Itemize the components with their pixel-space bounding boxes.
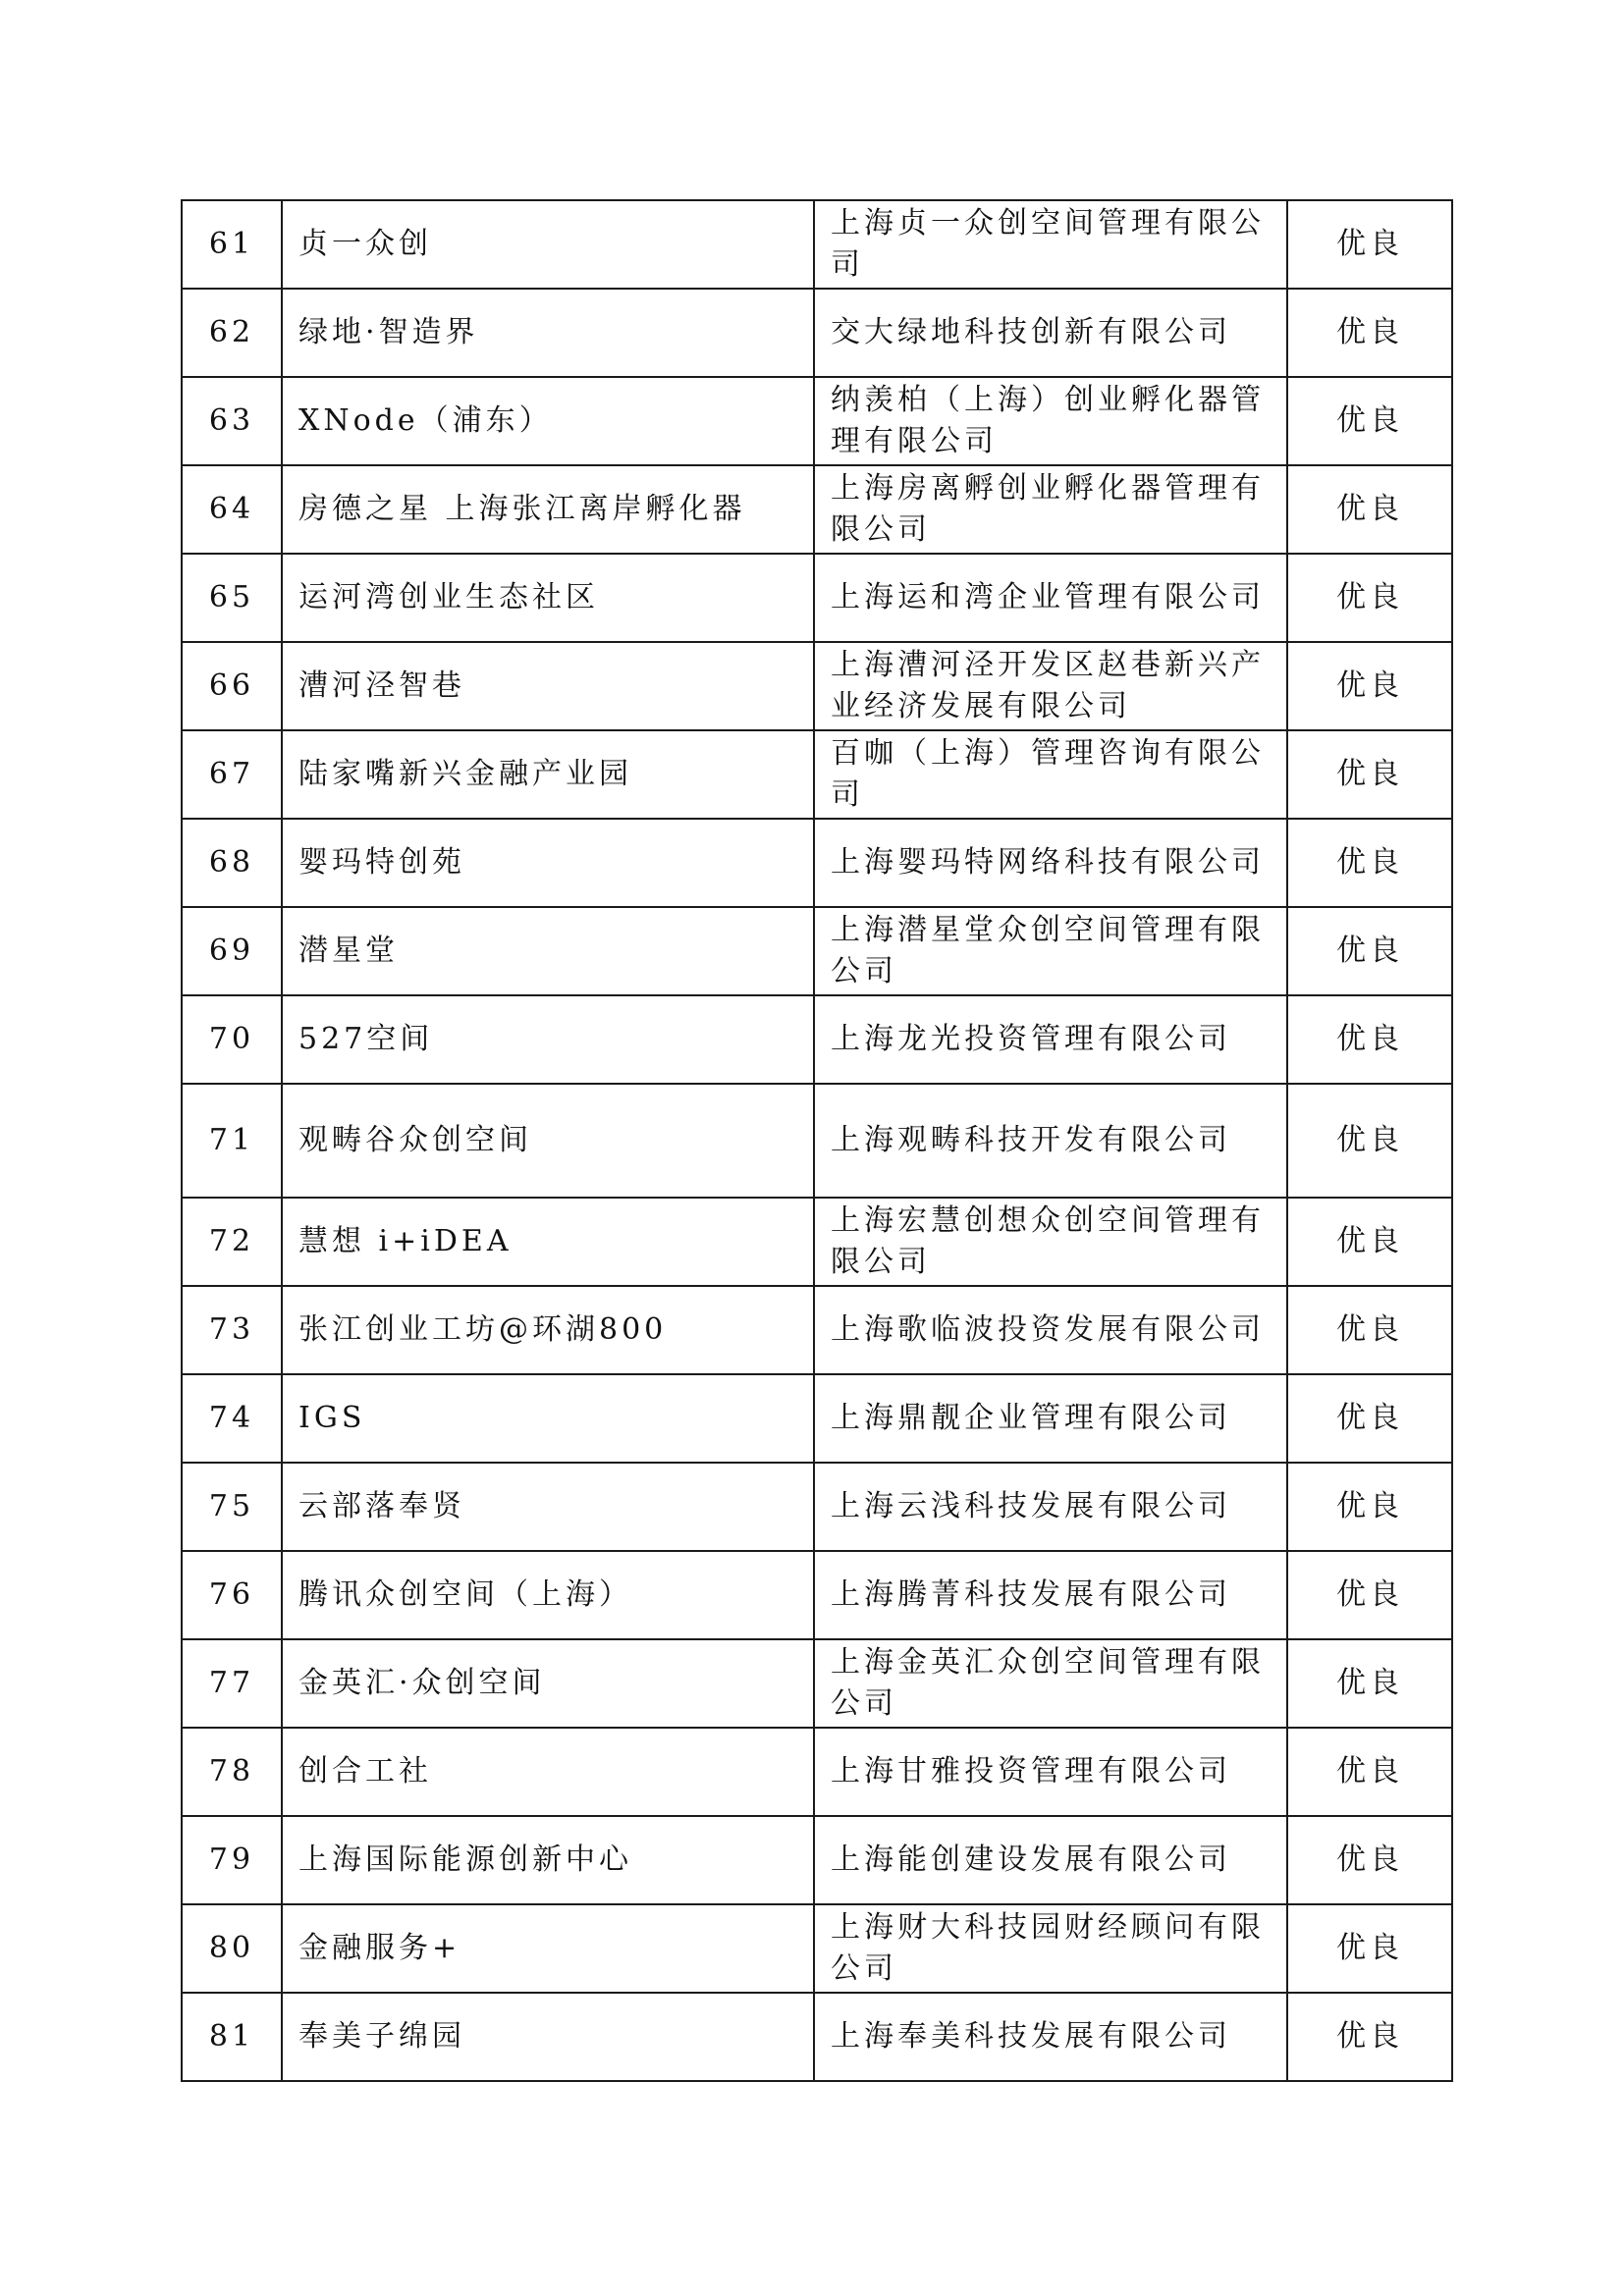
table-row xyxy=(182,1198,1452,1286)
rating: 优良 xyxy=(1287,1816,1452,1904)
table-row xyxy=(182,554,1452,642)
rating: 优良 xyxy=(1287,1904,1452,1993)
table-row xyxy=(182,730,1452,819)
space-name: 潜星堂 xyxy=(282,907,814,995)
table-row xyxy=(182,907,1452,995)
space-name: 云部落奉贤 xyxy=(282,1463,814,1551)
row-number: 65 xyxy=(182,554,282,642)
table-row xyxy=(182,1084,1452,1198)
rating: 优良 xyxy=(1287,289,1452,377)
operating-company: 上海甘雅投资管理有限公司 xyxy=(814,1728,1287,1816)
space-name: 婴玛特创苑 xyxy=(282,819,814,907)
row-number: 61 xyxy=(182,200,282,289)
table-row xyxy=(182,995,1452,1084)
space-name: 房德之星 上海张江离岸孵化器 xyxy=(282,465,814,554)
row-number: 63 xyxy=(182,377,282,465)
space-name: 慧想 i+iDEA xyxy=(282,1198,814,1286)
operating-company: 上海房离孵创业孵化器管理有限公司 xyxy=(814,465,1287,554)
table-row xyxy=(182,1816,1452,1904)
row-number: 62 xyxy=(182,289,282,377)
rating: 优良 xyxy=(1287,1993,1452,2081)
table-row xyxy=(182,819,1452,907)
table-row xyxy=(182,1639,1452,1728)
space-name: XNode（浦东） xyxy=(282,377,814,465)
operating-company: 上海宏慧创想众创空间管理有限公司 xyxy=(814,1198,1287,1286)
operating-company: 上海财大科技园财经顾问有限公司 xyxy=(814,1904,1287,1993)
table-row xyxy=(182,377,1452,465)
rating: 优良 xyxy=(1287,1198,1452,1286)
operating-company: 百咖（上海）管理咨询有限公司 xyxy=(814,730,1287,819)
table-row xyxy=(182,1463,1452,1551)
row-number: 67 xyxy=(182,730,282,819)
row-number: 79 xyxy=(182,1816,282,1904)
row-number: 77 xyxy=(182,1639,282,1728)
table-row xyxy=(182,1286,1452,1374)
space-name: 金融服务+ xyxy=(282,1904,814,1993)
rating: 优良 xyxy=(1287,1084,1452,1198)
rating: 优良 xyxy=(1287,819,1452,907)
operating-company: 交大绿地科技创新有限公司 xyxy=(814,289,1287,377)
table-row xyxy=(182,1904,1452,1993)
table-body xyxy=(182,200,1452,2081)
operating-company: 上海贞一众创空间管理有限公司 xyxy=(814,200,1287,289)
operating-company: 上海潜星堂众创空间管理有限公司 xyxy=(814,907,1287,995)
operating-company: 上海腾菁科技发展有限公司 xyxy=(814,1551,1287,1639)
operating-company: 上海观畴科技开发有限公司 xyxy=(814,1084,1287,1198)
operating-company: 纳羡柏（上海）创业孵化器管理有限公司 xyxy=(814,377,1287,465)
space-name: 上海国际能源创新中心 xyxy=(282,1816,814,1904)
row-number: 81 xyxy=(182,1993,282,2081)
row-number: 74 xyxy=(182,1374,282,1463)
table-row xyxy=(182,1728,1452,1816)
row-number: 64 xyxy=(182,465,282,554)
rating: 优良 xyxy=(1287,1463,1452,1551)
space-name: 观畴谷众创空间 xyxy=(282,1084,814,1198)
space-name: 张江创业工坊@环湖800 xyxy=(282,1286,814,1374)
rating: 优良 xyxy=(1287,1551,1452,1639)
rating: 优良 xyxy=(1287,1639,1452,1728)
space-name: 奉美子绵园 xyxy=(282,1993,814,2081)
table-row xyxy=(182,1993,1452,2081)
space-name: 运河湾创业生态社区 xyxy=(282,554,814,642)
rating: 优良 xyxy=(1287,200,1452,289)
space-name: 漕河泾智巷 xyxy=(282,642,814,730)
operating-company: 上海鼎靓企业管理有限公司 xyxy=(814,1374,1287,1463)
operating-company: 上海歌临波投资发展有限公司 xyxy=(814,1286,1287,1374)
table-row xyxy=(182,1374,1452,1463)
row-number: 69 xyxy=(182,907,282,995)
rating: 优良 xyxy=(1287,465,1452,554)
operating-company: 上海奉美科技发展有限公司 xyxy=(814,1993,1287,2081)
rating: 优良 xyxy=(1287,554,1452,642)
space-name: 创合工社 xyxy=(282,1728,814,1816)
row-number: 72 xyxy=(182,1198,282,1286)
space-name: 金英汇·众创空间 xyxy=(282,1639,814,1728)
row-number: 68 xyxy=(182,819,282,907)
rating: 优良 xyxy=(1287,1374,1452,1463)
incubator-rating-table xyxy=(181,199,1453,2082)
rating: 优良 xyxy=(1287,1728,1452,1816)
space-name: 贞一众创 xyxy=(282,200,814,289)
rating: 优良 xyxy=(1287,907,1452,995)
table-row xyxy=(182,200,1452,289)
rating: 优良 xyxy=(1287,642,1452,730)
operating-company: 上海运和湾企业管理有限公司 xyxy=(814,554,1287,642)
row-number: 75 xyxy=(182,1463,282,1551)
row-number: 66 xyxy=(182,642,282,730)
operating-company: 上海婴玛特网络科技有限公司 xyxy=(814,819,1287,907)
operating-company: 上海龙光投资管理有限公司 xyxy=(814,995,1287,1084)
row-number: 78 xyxy=(182,1728,282,1816)
operating-company: 上海能创建设发展有限公司 xyxy=(814,1816,1287,1904)
table-row xyxy=(182,642,1452,730)
rating: 优良 xyxy=(1287,730,1452,819)
table-row xyxy=(182,289,1452,377)
space-name: 527空间 xyxy=(282,995,814,1084)
table-row xyxy=(182,1551,1452,1639)
operating-company: 上海金英汇众创空间管理有限公司 xyxy=(814,1639,1287,1728)
table-row xyxy=(182,465,1452,554)
space-name: 陆家嘴新兴金融产业园 xyxy=(282,730,814,819)
space-name: 绿地·智造界 xyxy=(282,289,814,377)
operating-company: 上海漕河泾开发区赵巷新兴产业经济发展有限公司 xyxy=(814,642,1287,730)
rating: 优良 xyxy=(1287,377,1452,465)
rating: 优良 xyxy=(1287,995,1452,1084)
operating-company: 上海云浅科技发展有限公司 xyxy=(814,1463,1287,1551)
row-number: 71 xyxy=(182,1084,282,1198)
row-number: 80 xyxy=(182,1904,282,1993)
rating: 优良 xyxy=(1287,1286,1452,1374)
space-name: 腾讯众创空间（上海） xyxy=(282,1551,814,1639)
row-number: 70 xyxy=(182,995,282,1084)
row-number: 73 xyxy=(182,1286,282,1374)
row-number: 76 xyxy=(182,1551,282,1639)
space-name: IGS xyxy=(282,1374,814,1463)
